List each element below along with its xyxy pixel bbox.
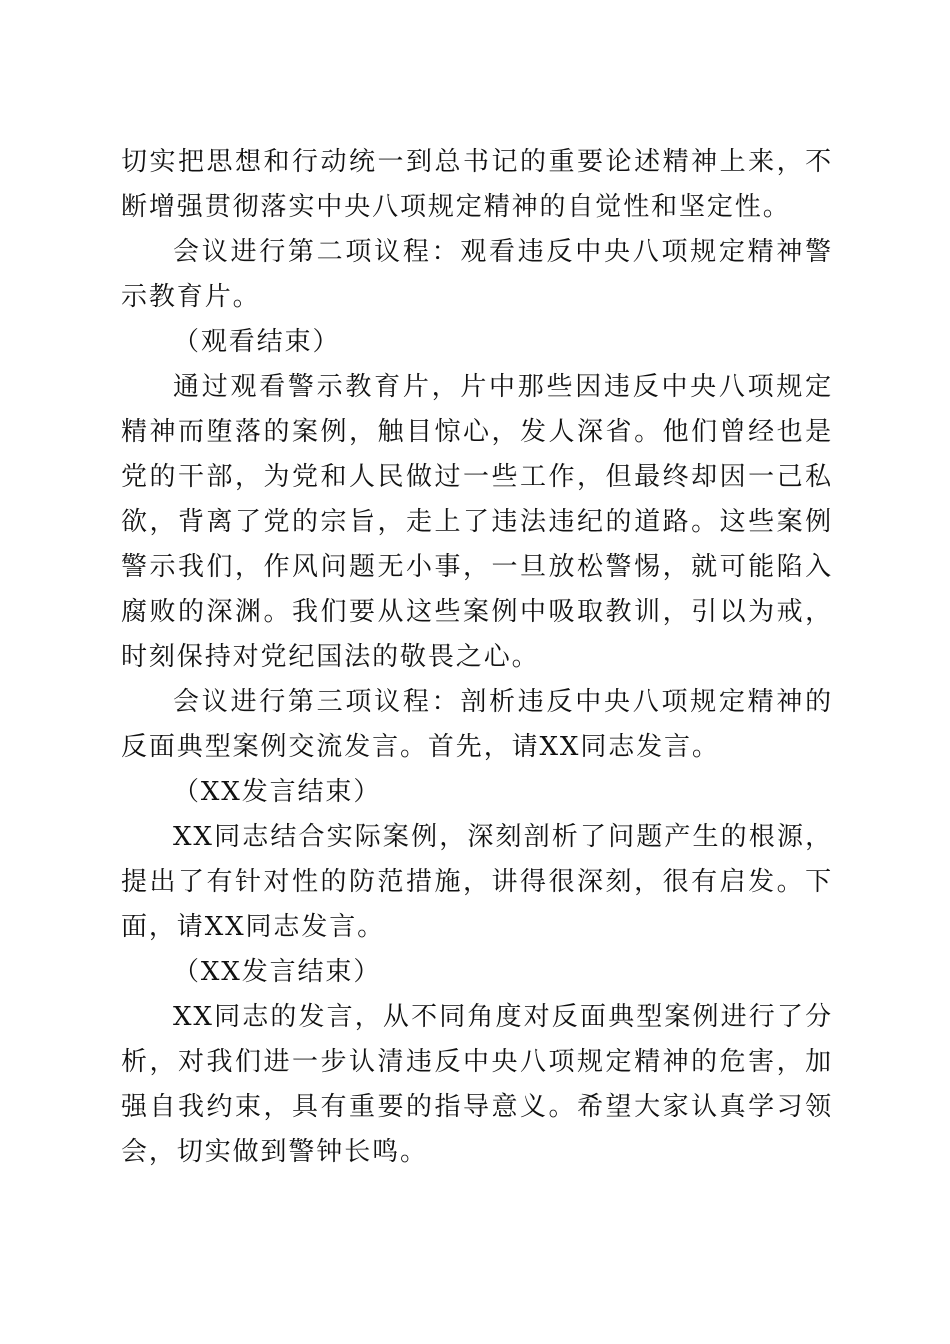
- paragraph-agenda-item-3: 会议进行第三项议程：剖析违反中央八项规定精神的反面典型案例交流发言。首先，请XX同志发言。: [121, 687, 833, 762]
- paragraph-continuation: 切实把思想和行动统一到总书记的重要论述精神上来，不断增强贯彻落实中央八项规定精神的自觉性和坚定性。: [121, 147, 833, 222]
- paragraph-reflection: 通过观看警示教育片，片中那些因违反中央八项规定精神而堕落的案例，触目惊心，发人深省。他们曾经也是党的干部，为党和人民做过一些工作，但最终却因一己私欲，背离了党的宗旨，走上了违法违纪的道路。这些案例警示我们，作风问题无小事，一旦放松警惕，就可能陷入腐败的深渊。我们要从这些案例中吸取教训，引以为戒，时刻保持对党纪国法的敬畏之心。: [121, 372, 833, 672]
- stage-note-speech-ended-1: （XX发言结束）: [173, 777, 382, 807]
- document-body: [121, 140, 833, 1175]
- stage-note-speech-ended-2: （XX发言结束）: [173, 957, 382, 987]
- paragraph-speech-comment-2: XX同志的发言，从不同角度对反面典型案例进行了分析，对我们进一步认清违反中央八项规定精神的危害，加强自我约束，具有重要的指导意义。希望大家认真学习领会，切实做到警钟长鸣。: [121, 1002, 833, 1167]
- paragraph-speech-comment-1: XX同志结合实际案例，深刻剖析了问题产生的根源，提出了有针对性的防范措施，讲得很深刻，很有启发。下面，请XX同志发言。: [121, 822, 833, 942]
- paragraph-agenda-item-2: 会议进行第二项议程：观看违反中央八项规定精神警示教育片。: [121, 237, 833, 312]
- stage-note-viewing-ended: （观看结束）: [173, 327, 341, 357]
